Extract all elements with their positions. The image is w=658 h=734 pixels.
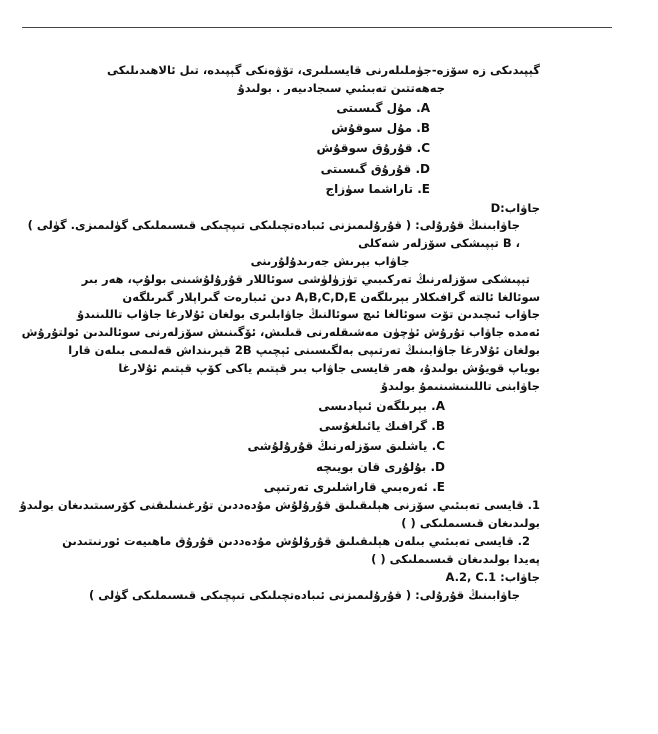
paragraph-line: سوئالغا ئالتە گرافىكلار بېرىلگەن A,B,C,D,E دىن ئىبارەت گىراپلار گىرىلگەن <box>122 289 540 304</box>
option-b: B. گرافىك يائىلغۇسى <box>318 418 445 433</box>
option-b: B. مۇل سوقۇش <box>331 121 430 136</box>
paragraph-line: ئەمدە جاۋاب تۇرۇش ئۈچۈن مەشىقلەرنى قىلىش، ئۆگىنىش سۆزلەرنى سوئالىدىن ئولتۇرۇش <box>21 325 540 340</box>
question-1-line: 1. قايسى تەبىئىي سۆزنى ھېلىقىلىق قۇرۇلۇش مۇدەددىن تۇرغىنىلىقنى كۆرسىتىدىغان بولىدۇ <box>19 498 540 513</box>
paragraph-line: تېپىشكى سۆزلەرنىڭ تەركىبىي تۈزۈلۈشى سوئاللار قۇرۇلۇشىنى بولۇپ، ھەر بىر <box>81 271 530 286</box>
source-line: جاۋابىنىڭ قۇرۇلى: ( قۇرۇلىمىزنى ئىبادەتچىلىكى تىپچىكى قىسىملىكى گۈلىمىزى. گۈلى ) <box>27 218 520 233</box>
question-2-line: 2. قايسى تەبىئىي بىلەن ھېلىقىلىق قۇرۇلۇش مۇدەددىن قۇرۇق ماھىيەت ئورنىتىدىن <box>62 534 530 549</box>
option-d: D. قۇرۇق گىسىتى <box>320 161 430 176</box>
scanned-page <box>19 62 540 604</box>
option-e: E. تاراشما سۈزاج <box>325 182 430 197</box>
answer-line: جاۋاب:D <box>490 200 540 215</box>
paragraph-line: جاۋابنى تاللىنىشىنىمۇ بولىدۇ <box>380 378 540 393</box>
option-c: C. قۇرۇق سوقۇش <box>316 141 430 156</box>
question-line: جەھەتتىن تەبىئىي سىجادىيەر . بولىدۇ <box>237 80 445 95</box>
paragraph-line: بوياپ قويۇش بولىدۇ، ھەر قايسى جاۋاب بىر قېتىم ياكى كۆپ قېتىم ئۇلارغا <box>118 360 540 375</box>
option-a: A. مۇل گىسىتى <box>336 100 430 115</box>
answer-line: جاۋاب: A.2, C.1 <box>445 569 540 584</box>
source-line: جاۋابىنىڭ قۇرۇلى: ( قۇرۇلىمىزنى ئىبادەتچىلىكى تىپچىكى قىسىملىكى گۈلى ) <box>88 587 520 602</box>
option-c: C. ياشلىق سۆزلەرنىڭ قۇرۇلۇشى <box>247 439 445 454</box>
paragraph-line: بولغان ئۇلارغا جاۋابىنىڭ تەرتىپى بەلگىسىنى ئېچىپ 2B قېرىنداش قەلىمى بىلەن قارا <box>68 343 540 358</box>
option-e: E. ئەرەبىي قاراشلىرى تەرتىپى <box>263 480 445 495</box>
question-2-line: پەيدا بولىدىغان قىسىملىكى ( ) <box>371 551 540 566</box>
question-1-line: بولىدىغان قىسىملىكى ( ) <box>401 516 540 531</box>
option-a: A. بېرىلگەن ئىپادىسى <box>318 398 445 413</box>
header-rule <box>22 27 612 28</box>
question-line: گېپىدىكى زە سۆزە-جۈملىلەرنى قايسىلىرى، تۆۋەنكى گېپىدە، تىل ئالاھىدىلىكى <box>107 63 540 77</box>
paragraph-line: جاۋاب ئىچىدىن تۆت سوئالغا ئىچ سوئالنىڭ جاۋابلىرى بولغان ئۇلارغا جاۋاب تاللىنىدۇ <box>76 307 540 322</box>
option-d: D. بۇلۇرى قان بويىچە <box>316 459 445 474</box>
note-line: ، B تېپىشكى سۆزلەر شەكلى <box>358 236 520 251</box>
section-title: جاۋاب بېرىش جەرىدۇلۇرىنى <box>250 254 410 269</box>
